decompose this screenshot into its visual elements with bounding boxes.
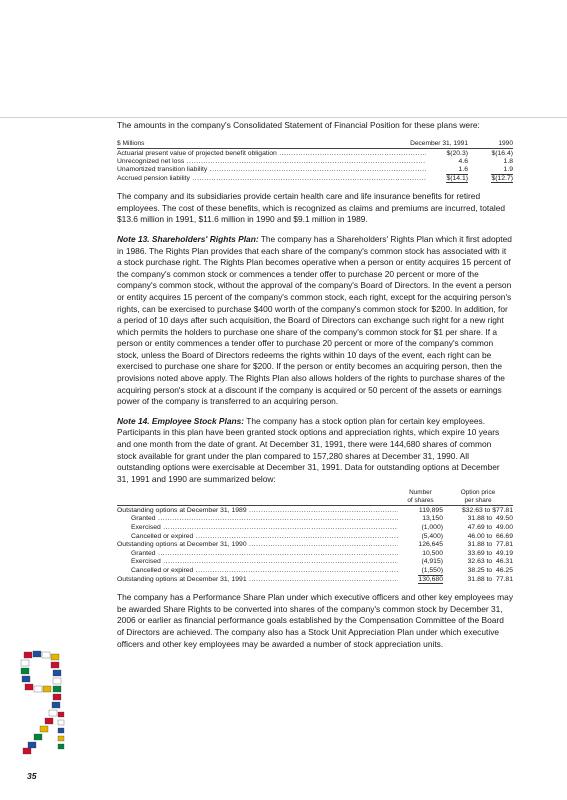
price-value: 38.25 to 46.25 [467,566,513,574]
table-row [117,550,513,559]
table-row [117,576,513,585]
price-value: 31.88 to 49.50 [467,515,513,523]
shares-cell [398,507,443,514]
shares-value: (4,915) [421,558,443,566]
shares-value: 126,645 [418,541,443,549]
note-13-paragraph [117,234,513,408]
price-value: 46.00 to 66.69 [467,532,513,540]
table-row [117,524,513,533]
row-value-1990: $(16.4) [491,149,513,157]
note-13-heading: Note 13. Shareholders' Rights Plan: [117,233,259,244]
stock-options-header-rule [117,505,513,506]
row-label: Cancelled or expired ..... [117,567,398,574]
top-rule [0,117,567,118]
price-value: $32.63 to $77.81 [461,506,513,514]
unit-label: $ Millions [117,139,145,147]
pension-table-header [117,140,513,149]
row-label: Actuarial present value of projected benefit obligation ..... [117,150,426,157]
pension-table [117,140,513,184]
col-1991-header: December 31, 1991 [410,139,468,147]
shares-header-line1: Number [409,489,432,497]
row-value-1990: 1.8 [503,157,513,165]
price-header [443,489,513,503]
flags-91-logo-icon [20,650,66,755]
shares-cell [398,541,443,548]
shares-value: 130,680 [418,575,443,583]
price-header-line1: Option price [460,489,496,497]
performance-share-paragraph [117,592,513,650]
price-value: 31.88 to 77.81 [467,541,513,549]
shares-cell [398,515,443,522]
shares-value: 13,150 [422,515,443,523]
table-row [117,558,513,567]
shares-header-line2: of shares [407,496,434,504]
row-label: Granted ..... [117,550,398,557]
shares-cell [398,567,443,574]
price-value: 31.88 to 77.81 [467,575,513,583]
row-value-1991: 4.6 [458,157,468,165]
shares-cell [398,524,443,531]
row-label: Unamortized transition liability ..... [117,166,426,173]
table-row [117,567,513,576]
shares-header [398,489,443,503]
table-row [117,158,513,166]
row-label: Exercised ..... [117,558,398,565]
table-row [117,515,513,524]
row-value-1991: $(14.1) [446,174,468,182]
note-14-text: The company has a stock option plan for certain key employees. Participants in this plan have been granted stock options and appreciation rights, which expire 10 years and one month from the date of grant. At December 31, 1991, there were 144,680 shares of common stock available for grant under the plan compared to 157,280 shares at December 31, 1990. All outstanding options were exercisable at December 31, 1991. Data for outstanding options at December 31, 1991 and 1990 are summarized below: [117,415,500,484]
row-label: Granted ..... [117,515,398,522]
table-row [117,541,513,550]
price-value: 33.69 to 49.19 [467,549,513,557]
stock-options-table [117,489,513,584]
performance-share-text: The company has a Performance Share Plan under which executive officers and other key employees may be awarded Share Rights to be converted into shares of the company's common stock by December 31, 2006 or earlier as financial performance goals established by the Compensation Committee of the Board of Directors are achieved. The company also has a Stock Unit Appreciation Plan under which executive officers and other key employees may be awarded a number of stock appreciation units. [117,592,514,649]
row-value-1990: 1.9 [503,166,513,174]
table-row [117,175,513,183]
intro-text: The amounts in the company's Consolidated Statement of Financial Position for these plans were: [117,120,480,130]
price-value: 47.69 to 49.00 [467,524,513,531]
row-label: Unrecognized net loss ..... [117,158,426,165]
shares-cell [398,550,443,557]
row-label: Cancelled or expired ..... [117,533,398,540]
row-value-1990-wrap [468,175,513,182]
shares-value: 119,895 [418,506,443,514]
row-value-1991: 1.6 [458,166,468,174]
shares-cell [398,576,443,583]
shares-value: 10,500 [422,549,443,557]
row-label: Accrued pension liability ..... [117,175,426,182]
row-value-1991-wrap [426,175,468,182]
shares-value: (1,550) [421,566,443,574]
price-header-line2: per share [464,496,492,504]
note-14-paragraph [117,416,513,486]
intro-paragraph [117,120,513,132]
table-row [117,533,513,542]
row-label: Outstanding options at December 31, 1990 ..... [117,541,398,548]
col-1990-header: 1990 [498,139,513,147]
stock-options-rows [117,507,513,584]
shares-cell [398,558,443,565]
row-value-1991: $(20.3) [446,149,468,157]
stock-options-table-header [117,489,513,503]
row-label: Outstanding options at December 31, 1989 ..... [117,507,398,514]
page-content [117,120,513,650]
shares-value: (5,400) [421,532,443,540]
table-row [117,150,513,158]
health-benefits-text: The company and its subsidiaries provide certain health care and life insurance benefits for retired employees. The cost of these benefits, which is recognized as claims and premiums are incurred, totaled $13.6 million in 1991, $11.6 million in 1990 and $9.1 million in 1989. [117,191,506,225]
health-benefits-paragraph [117,191,513,226]
page-number: 35 [27,771,37,781]
row-label: Outstanding options at December 31, 1991 ..... [117,576,398,583]
price-value: 32.63 to 46.31 [467,558,513,566]
shares-value: (1,000) [421,524,443,531]
table-row [117,507,513,516]
row-value-1990: $(12.7) [491,174,513,182]
note-13-text: The company has a Shareholders' Rights Plan which it first adopted in 1986. The Rights Plan provides that each share of the company's common stock has associated with it a stock purchase right. The Rights Plan becomes operative when a person or entity acquires 15 percent of the company's common stock or commences a tender offer to purchase 20 percent or more of the company's common stock, without the approval of the company's Board of Directors. In the event a person or entity acquires 15 percent of the company's common stock, each right, except for the acquiring person's rights, can be exercised to purchase $400 worth of the company's common stock for $200. In addition, for a period of 10 days after such acquisition, the Board of Directors can exchange such right for a new right which permits the holders to purchase one share of the company's common stock for $1 per share. If a person or entity commences a tender offer to purchase 20 percent or more of the company's common stock, unless the Board of Directors redeems the rights within 10 days of the event, each right can be exercised to purchase one share for $200. If the person or entity becomes an acquiring person, then the provisions noted above apply. The Rights Plan also allows holders of the rights to purchase shares of the acquiring person's stock at a discount if the company is acquired or 50 percent of the assets or earnings power of the company is transferred to an acquiring person. [117,233,512,407]
shares-cell [398,533,443,540]
note-14-heading: Note 14. Employee Stock Plans: [117,415,245,426]
pension-header-cols [408,140,513,147]
row-label: Exercised ..... [117,524,398,531]
